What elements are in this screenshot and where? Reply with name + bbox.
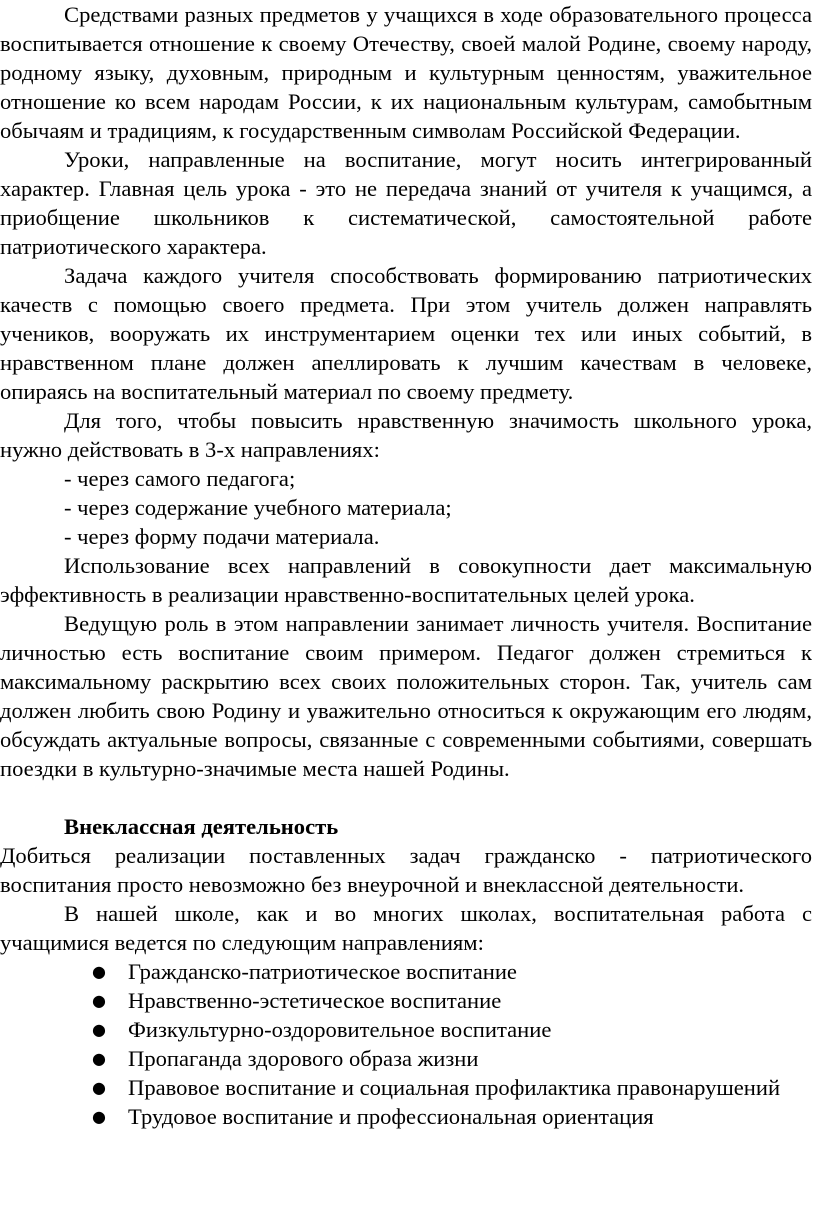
paragraph-values: Средствами разных предметов у учащихся в ходе образовательного процесса воспитывается отношение к своему Отечеству, своей малой Родине, своему народу, родному языку, духовным, природным и культурным ценностям, уважительное отношение ко всем народам России, к их национальным культурам, самобытным обычаям и традициям, к государственным символам Российской Федерации. [0, 2, 812, 143]
list-item [92, 957, 812, 986]
section-intro: Добиться реализации поставленных задач гражданско - патриотического воспитания просто невозможно без внеурочной и внеклассной деятельности. [0, 843, 812, 897]
bullet-list [0, 957, 812, 1131]
section-paragraph: В нашей школе, как и во многих школах, воспитательная работа с учащимися ведется по следующим направлениям: [0, 901, 812, 955]
dash-item: - через форму подачи материала. [64, 524, 380, 549]
list-item-text: Пропаганда здорового образа жизни [128, 1046, 479, 1071]
paragraph-teacher-task: Задача каждого учителя способствовать формированию патриотических качеств с помощью своего предмета. При этом учитель должен направлять учеников, вооружать их инструментарием оценки тех или иных событий, в нравственном плане должен апеллировать к лучшим качествам в человеке, опираясь на воспитательный материал по своему предмету. [0, 263, 812, 404]
paragraph-lessons: Уроки, направленные на воспитание, могут носить интегрированный характер. Главная цель урока - это не передача знаний от учителя к учащимся, а приобщение школьников к систематической, самостоятельной работе патриотического характера. [0, 147, 812, 259]
paragraph-teacher-role: Ведущую роль в этом направлении занимает личность учителя. Воспитание личностью есть воспитание своим примером. Педагог должен стремиться к максимальному раскрытию всех своих положительных сторон. Так, учитель сам должен любить свою Родину и уважительно относиться к окружающим его людям, обсуждать актуальные вопросы, связанные с современными событиями, совершать поездки в культурно-значимые места нашей Родины. [0, 611, 812, 781]
dash-item: - через содержание учебного материала; [64, 495, 452, 520]
list-item-text: Трудовое воспитание и профессиональная ориентация [128, 1104, 654, 1129]
list-item [92, 1073, 812, 1102]
paragraph-efficiency: Использование всех направлений в совокупности дает максимальную эффективность в реализации нравственно-воспитательных целей урока. [0, 553, 812, 607]
list-item-text: Нравственно-эстетическое воспитание [128, 988, 502, 1013]
bullet-icon: ● [92, 991, 106, 1010]
list-item [92, 1044, 812, 1073]
list-item [92, 1102, 812, 1131]
bullet-icon: ● [92, 1078, 106, 1097]
list-item-text: Правовое воспитание и социальная профилактика правонарушений [128, 1075, 781, 1100]
bullet-icon: ● [92, 962, 106, 981]
bullet-icon: ● [92, 1049, 106, 1068]
bullet-icon: ● [92, 1107, 106, 1126]
list-item [92, 986, 812, 1015]
list-item [92, 1015, 812, 1044]
dash-item: - через самого педагога; [64, 466, 296, 491]
blank-line [0, 783, 812, 812]
bullet-icon: ● [92, 1020, 106, 1039]
section-heading: Внеклассная деятельность [64, 814, 339, 839]
list-item-text: Физкультурно-оздоровительное воспитание [128, 1017, 552, 1042]
paragraph-directions-intro: Для того, чтобы повысить нравственную значимость школьного урока, нужно действовать в 3-х направлениях: [0, 408, 812, 462]
list-item-text: Гражданско-патриотическое воспитание [128, 959, 517, 984]
